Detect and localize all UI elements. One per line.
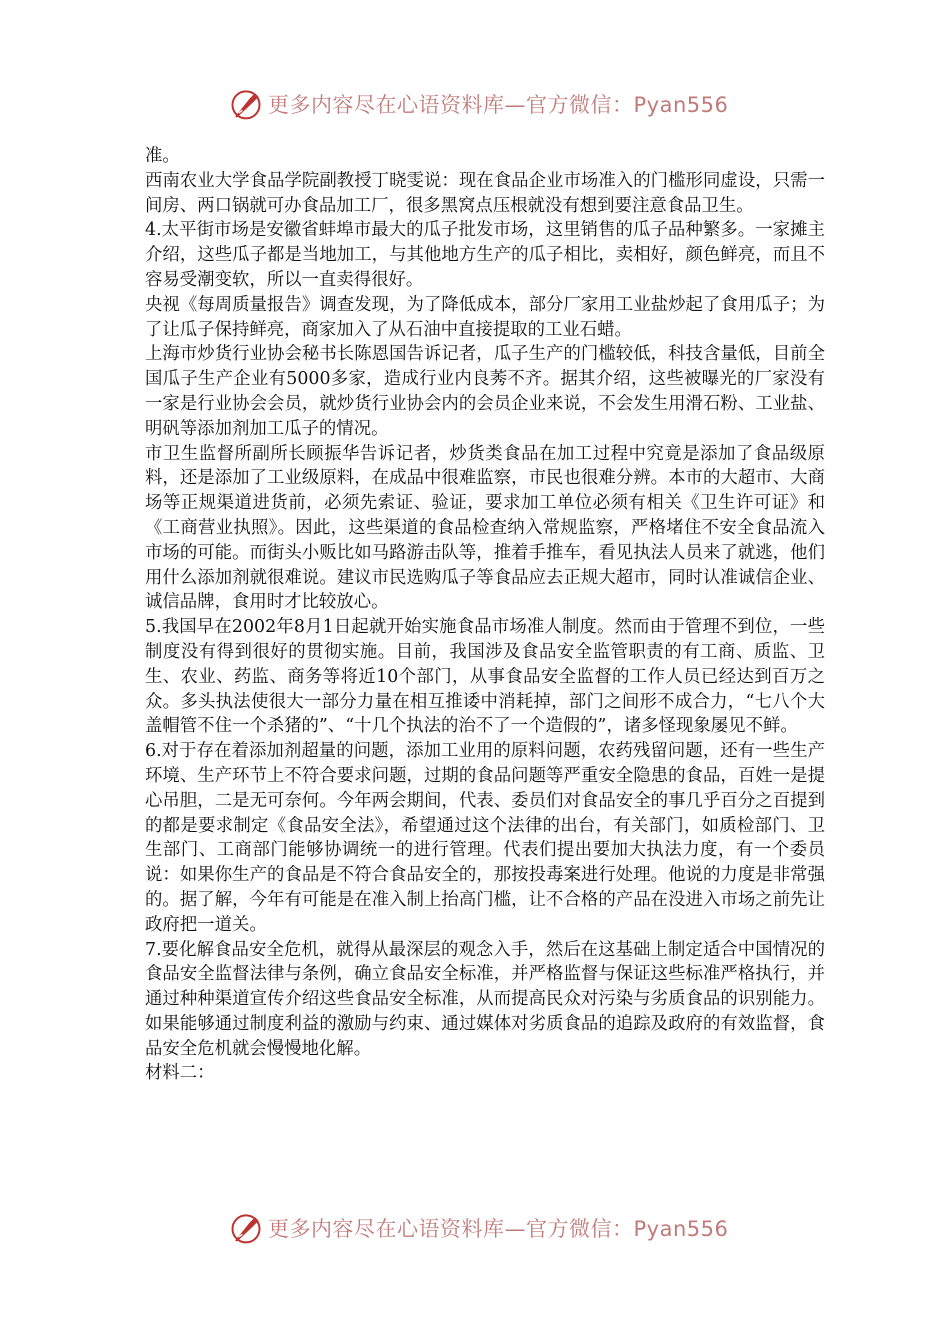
paragraph: 市卫生监督所副所长顾振华告诉记者，炒货类食品在加工过程中究竟是添加了食品级原料，还是添加了工业级原料，在成品中很难监察，市民也很难分辨。本市的大超市、大商场等正规渠道进货前，必须先索证、验证，要求加工单位必须有相关《卫生许可证》和《工商营业执照》。因此，这些渠道的食品检查纳入常规监察，严格堵住不安全食品流入市场的可能。而街头小贩比如马路游击队等，推着手推车，看见执法人员来了就逃，他们用什么添加剂就很难说。建议市民选购瓜子等食品应去正规大超市，同时认准诚信企业、诚信品牌，食用时才比较放心。 [145,443,825,613]
paragraph: 7.要化解食品安全危机，就得从最深层的观念入手，然后在这基础上制定适合中国情况的食品安全监督法律与条例，确立食品安全标准，并严格监督与保证这些标准严格执行，并通过种种渠道宣传介绍这些食品安全标准，从而提高民众对污染与劣质食品的识别能力。如果能够通过制度利益的激励与约束、通过媒体对劣质食品的追踪及政府的有效监督，食品安全危机就会慢慢地化解。 [145,939,825,1059]
paragraph: 5.我国早在2002年8月1日起就开始实施食品市场准人制度。然而由于管理不到位，一些制度没有得到很好的贯彻实施。目前，我国涉及食品安全监管职责的有工商、质监、卫生、农业、药监、商务等将近10个部门，从事食品安全监督的工作人员已经达到百万之众。多头执法使很大一部分力量在相互推诿中消耗掉，部门之间形不成合力，“七八个大盖帽管不住一个杀猪的”、“十几个执法的治不了一个造假的”，诸多怪现象屡见不鲜。 [145,617,825,737]
paragraph: 4.太平街市场是安徽省蚌埠市最大的瓜子批发市场，这里销售的瓜子品种繁多。一家摊主介绍，这些瓜子都是当地加工，与其他地方生产的瓜子相比，卖相好，颜色鲜亮，而且不容易受潮变软，所以一直卖得很好。 [145,220,825,290]
pen-nib-logo-icon [228,86,264,122]
paragraph: 西南农业大学食品学院副教授丁晓雯说：现在食品企业市场准入的门槛形同虚设，只需一间房、两口锅就可办食品加工厂，很多黑窝点压根就没有想到要注意食品卫生。 [145,170,825,216]
paragraph: 上海市炒货行业协会秘书长陈恩国告诉记者，瓜子生产的门槛较低，科技含量低，目前全国瓜子生产企业有5000多家，造成行业内良莠不齐。据其介绍，这些被曝光的厂家没有一家是行业协会会员，就炒货行业协会内的会员企业来说，不会发生用滑石粉、工业盐、明矾等添加剂加工瓜子的情况。 [145,344,825,439]
footer-watermark-banner [0,1206,950,1250]
document-body [145,144,825,1086]
banner-text: 更多内容尽在心语资料库—官方微信：Pyan556 [268,93,729,117]
banner-text: 更多内容尽在心语资料库—官方微信：Pyan556 [268,1217,729,1241]
paragraph: 6.对于存在着添加剂超量的问题，添加工业用的原料问题，农药残留问题，还有一些生产环境、生产环节上不符合要求问题，过期的食品问题等严重安全隐患的食品，百姓一是提心吊胆，二是无可奈何。今年两会期间，代表、委员们对食品安全的事几乎百分之百提到的都是要求制定《食品安全法》，希望通过这个法律的出台，有关部门，如质检部门、卫生部门、工商部门能够协调统一的进行管理。代表们提出要加大执法力度，有一个委员说：如果你生产的食品是不符合食品安全的，那按投毒案进行处理。他说的力度是非常强的。据了解，今年有可能是在准入制上抬高门槛，让不合格的产品在没进入市场之前先让政府把一道关。 [145,741,825,935]
header-watermark-banner [0,82,950,126]
paragraph: 央视《每周质量报告》调查发现，为了降低成本，部分厂家用工业盐炒起了食用瓜子；为了让瓜子保持鲜亮，商家加入了从石油中直接提取的工业石蜡。 [145,294,825,340]
paragraph: 准。 [145,146,180,166]
section-label: 材料二： [145,1063,215,1084]
pen-nib-logo-icon [228,1210,264,1246]
